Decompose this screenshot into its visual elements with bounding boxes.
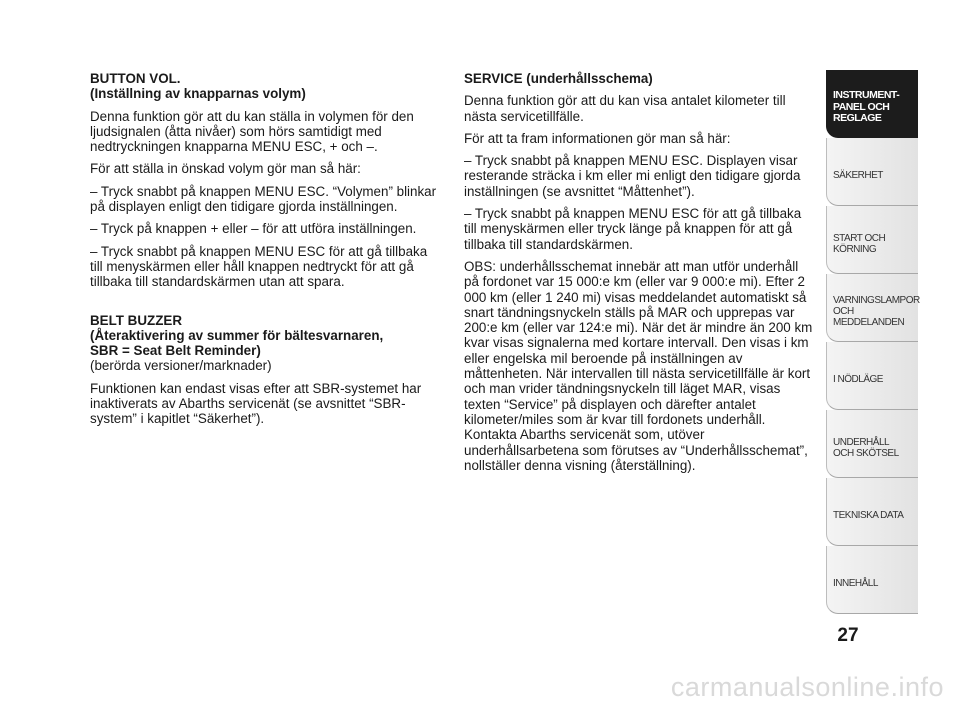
- belt-buzzer-paragraph-1: Funktionen kan endast visas efter att SBR-systemet har inaktiverats av Abarths servicenät (se avsnittet “SBR-system” i kapitlet “Säkerhet”).: [90, 380, 422, 427]
- service-paragraph-2: För att ta fram informationen gör man så här:: [464, 130, 731, 146]
- tab-label: START OCH KÖRNING: [833, 232, 886, 255]
- tab-instrument-panel[interactable]: [826, 70, 918, 138]
- button-vol-paragraph-1: Denna funktion gör att du kan ställa in volymen för den ljudsignalen (åtta nivåer) som hörs samtidigt med nedtryckningen knapparna MENU ESC, + och –.: [90, 108, 414, 155]
- tab-label: INNEHÅLL: [833, 578, 878, 589]
- page-number: 27: [837, 625, 859, 646]
- tab-technical-data[interactable]: [826, 478, 918, 546]
- belt-buzzer-subtitle-1: (Återaktivering av summer för bältesvarnaren,: [90, 327, 384, 343]
- button-vol-paragraph-4: – Tryck på knappen + eller – för att utföra inställningen.: [90, 221, 417, 237]
- belt-buzzer-note: (berörda versioner/marknader): [90, 358, 272, 374]
- service-paragraph-3: – Tryck snabbt på knappen MENU ESC. Displayen visar resterande sträcka i km eller mi enligt den tidigare gjorda inställningen (se avsnittet “Måttenhet”).: [464, 153, 801, 199]
- belt-buzzer-heading: [90, 313, 442, 374]
- belt-buzzer-subtitle-2: SBR = Seat Belt Reminder): [90, 343, 261, 359]
- section-spacer: [90, 297, 442, 313]
- button-vol-paragraph-2: För att ställa in önskad volym gör man så här:: [90, 161, 361, 177]
- service-paragraph-1: Denna funktion gör att du kan visa antalet kilometer till nästa servicetillfälle.: [464, 93, 786, 124]
- tab-label: SÄKERHET: [833, 170, 883, 181]
- tab-label: VARNINGSLAMPOR OCH MEDDELANDEN: [833, 295, 920, 328]
- service-paragraph-4: – Tryck snabbt på knappen MENU ESC för att gå tillbaka till menyskärmen eller tryck länge på knappen för att gå tillbaka till standardskärmen.: [464, 206, 802, 252]
- tab-warning-lights[interactable]: [826, 274, 918, 342]
- tab-label: I NÖDLÄGE: [833, 374, 883, 385]
- belt-buzzer-title: BELT BUZZER: [90, 312, 182, 328]
- tab-label: UNDERHÅLL OCH SKÖTSEL: [833, 436, 899, 459]
- tab-label: TEKNISKA DATA: [833, 510, 904, 521]
- tab-emergency[interactable]: [826, 342, 918, 410]
- chapter-index-tabs: [826, 70, 918, 614]
- tab-contents[interactable]: [826, 546, 918, 614]
- tab-maintenance[interactable]: [826, 410, 918, 478]
- button-vol-paragraph-3: – Tryck snabbt på knappen MENU ESC. “Volymen” blinkar på displayen enligt den tidigare gjorda inställningen.: [90, 183, 437, 215]
- button-vol-paragraph-5: – Tryck snabbt på knappen MENU ESC för att gå tillbaka till menyskärmen eller håll knappen nedtryckt för att gå tillbaka till standardskärmen utan att spara.: [90, 243, 428, 290]
- tab-safety[interactable]: [826, 138, 918, 206]
- service-heading: SERVICE (underhållsschema): [464, 71, 653, 86]
- button-vol-heading: [90, 71, 442, 102]
- left-column: [90, 71, 442, 434]
- right-column: [464, 71, 816, 480]
- tab-starting-driving[interactable]: [826, 206, 918, 274]
- tab-label: INSTRUMENT- PANEL OCH REGLAGE: [833, 89, 900, 125]
- button-vol-subtitle: (Inställning av knapparnas volym): [90, 86, 306, 102]
- button-vol-title: BUTTON VOL.: [90, 71, 181, 86]
- watermark: carmanualsonline.info: [670, 672, 944, 702]
- service-paragraph-5: OBS: underhållsschemat innebär att man utför underhåll på fordonet var 15 000:e km (eller var 9 000:e mi). Efter 2 000 km (eller 1 240 mi) visas meddelandet automatiskt så snart tändningsnyckeln ställs på MAR och upprepas var 200:e km (eller var 124:e mi). När det är mindre än 200 km kvar visas signalerna med kortare intervall. Den visas i km eller engelska mil beroende på inställningen av måttenheten. När intervallen till nästa servicetillfälle är kort och man vrider tändningsnyckeln till läget MAR, visas texten “Service” på displayen och därefter antalet kilometer/miles som är kvar till fordonets underhåll. Kontakta Abarths servicenät som, utöver underhållsarbetena som förutses av “Underhållsschemat”, nollställer denna visning (återställning).: [464, 258, 813, 473]
